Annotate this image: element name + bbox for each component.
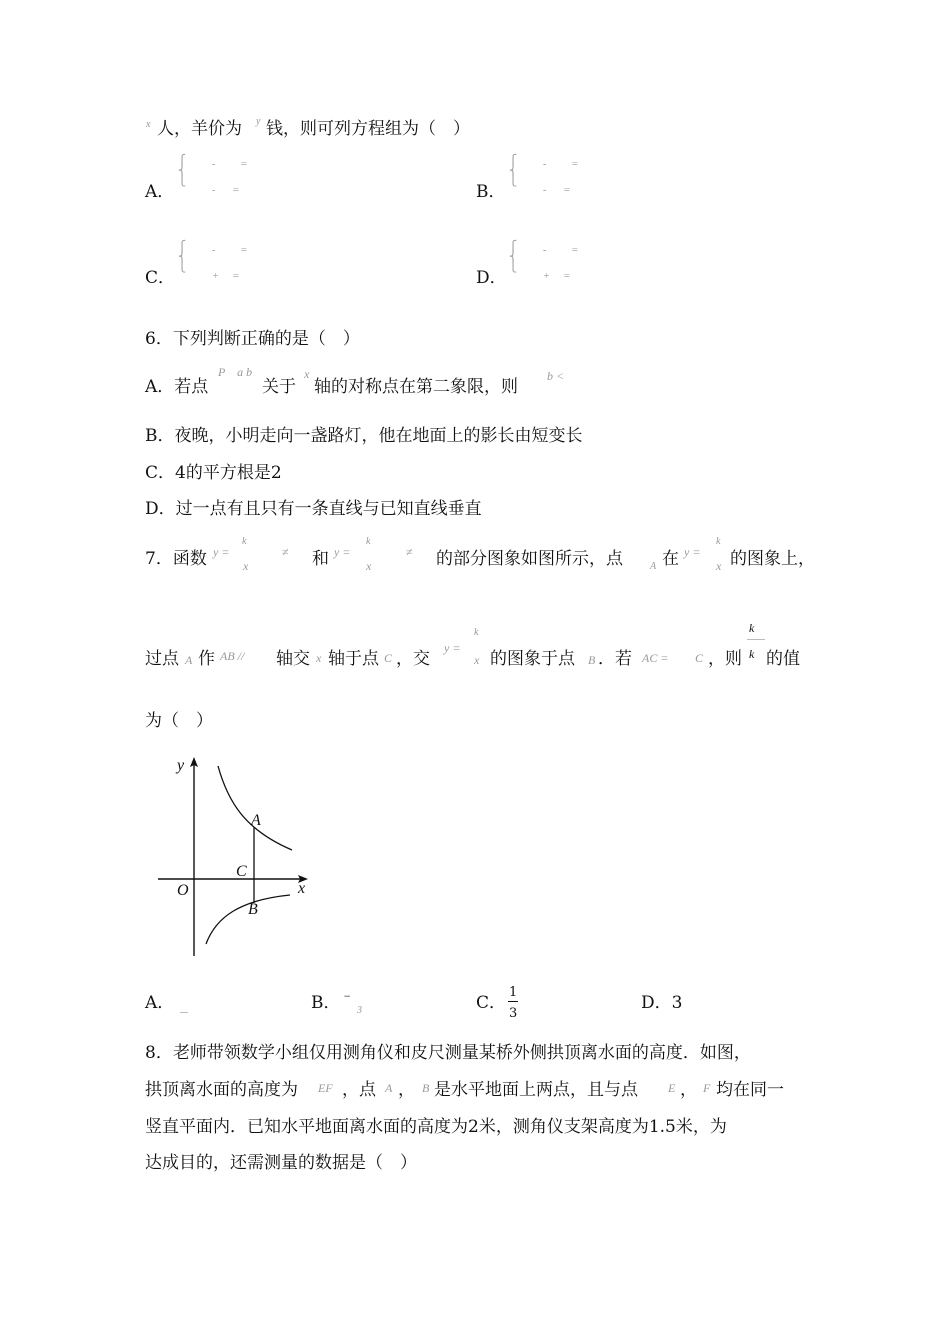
neq-sign: ≠ — [406, 545, 413, 559]
fig-b-label: B — [248, 901, 258, 918]
q5-option-c[interactable]: C． — [145, 268, 176, 288]
plus-sign: + — [543, 271, 550, 282]
q7-line2-e: ，交 — [396, 649, 430, 669]
fn3-x: x — [716, 559, 722, 573]
q5-stem-tail2: 钱，则可列方程组为（ ） — [266, 119, 470, 139]
fn2-lhs: y = — [334, 545, 351, 559]
minus-sign: - — [543, 245, 547, 256]
q8-line1: 8．老师带领数学小组仅用测角仪和皮尺测量某桥外侧拱顶离水面的高度．如图， — [145, 1043, 751, 1063]
option-c-fraction-bar — [508, 1001, 518, 1002]
hyperbola-figure — [150, 752, 320, 962]
q6-option-d[interactable]: D．过一点有且只有一条直线与已知直线垂直 — [145, 499, 482, 519]
q8-line2-e: ， — [680, 1080, 697, 1100]
minus-sign: - — [212, 185, 216, 196]
point-p: P a b — [218, 365, 253, 379]
q8-EF: EF — [318, 1081, 333, 1095]
system-brace: ⎧ ⎨ ⎩ — [509, 240, 518, 273]
q6-option-a-post: 轴的对称点在第二象限，则 — [314, 377, 518, 397]
q7-line2-c: 轴交 — [276, 649, 310, 669]
plus-sign: + — [212, 271, 219, 282]
var-x: x — [146, 119, 151, 130]
ratio-numerator: k — [749, 621, 755, 635]
q8-F: F — [703, 1081, 711, 1095]
fn2-x: x — [366, 559, 372, 573]
q7-line2-d: 轴于点 — [328, 649, 379, 669]
system-brace: ⎧ ⎨ ⎩ — [178, 240, 187, 273]
q8-line2-f: 均在同一 — [716, 1080, 784, 1100]
system-brace: ⎧ ⎨ ⎩ — [178, 154, 187, 187]
system-brace: ⎧ ⎨ ⎩ — [509, 154, 518, 187]
q7-C: C — [384, 651, 393, 665]
q6-option-c[interactable]: C．4的平方根是2 — [145, 463, 282, 483]
q7-fn: y = — [444, 641, 461, 655]
upper-curve — [218, 766, 292, 850]
q8-A: A — [385, 1081, 393, 1095]
equals-sign: = — [571, 158, 579, 170]
minus-sign: - — [212, 245, 216, 256]
fig-y-label: y — [177, 757, 185, 774]
fn1-lhs: y = — [213, 545, 230, 559]
q7-line2-a: 过点 — [145, 649, 179, 669]
equals-sign: = — [240, 158, 248, 170]
x-axis-var: x — [304, 367, 310, 381]
q7-option-d[interactable]: D．3 — [641, 993, 683, 1013]
option-a-fraction-bar — [180, 1012, 188, 1013]
equals-sign: = — [563, 184, 571, 196]
equals-sign: = — [232, 184, 240, 196]
q8-line2-c: ， — [398, 1080, 415, 1100]
q5-stem-tail: 人，羊价为 — [157, 119, 242, 139]
q8-line4: 达成目的，还需测量的数据是（ ） — [145, 1153, 417, 1173]
fn2-k: k — [366, 536, 371, 547]
q5-option-d[interactable]: D． — [476, 268, 507, 288]
equals-sign: = — [571, 244, 579, 256]
option-b-denominator: 3 — [357, 1005, 362, 1016]
q7-A: A — [185, 653, 193, 667]
q8-line2-d: 是水平地面上两点，且与点 — [434, 1080, 638, 1100]
q7-stem-d: 的图象上， — [730, 549, 815, 569]
q7-fn-k: k — [474, 627, 479, 638]
minus-sign: - — [543, 185, 547, 196]
equals-sign: = — [563, 270, 571, 282]
q7-line2-b: 作 — [198, 649, 215, 669]
q7-line2-f: 的图象于点 — [490, 649, 575, 669]
b-condition: b < — [547, 369, 565, 383]
var-y: y — [256, 116, 261, 127]
option-b-minus: − — [343, 989, 352, 1003]
q7-stem-a: 7．函数 — [145, 549, 207, 569]
fn1-x: x — [243, 559, 249, 573]
q6-option-a-mid: 关于 — [262, 377, 296, 397]
option-c-denominator: 3 — [509, 1006, 518, 1021]
neq-sign: ≠ — [282, 545, 289, 559]
ratio-fraction-bar — [747, 639, 765, 640]
fn3-k: k — [716, 536, 721, 547]
q7-option-a[interactable]: A． — [145, 993, 175, 1013]
q8-line2-a: 拱顶离水面的高度为 — [145, 1080, 298, 1100]
ratio-denominator: k — [749, 647, 755, 661]
option-c-numerator: 1 — [509, 985, 518, 1000]
q7-C2: C — [695, 651, 704, 665]
minus-sign: - — [212, 159, 216, 170]
q7-line3: 为（ ） — [145, 711, 213, 731]
q6-option-b[interactable]: B．夜晚，小明走向一盏路灯，他在地面上的影长由短变长 — [145, 426, 583, 446]
q7-option-b[interactable]: B． — [311, 993, 341, 1013]
q7-ac-cond: AC = — [642, 651, 669, 665]
q7-ab-parallel: AB // — [220, 649, 245, 663]
q7-line2-i: 的值 — [766, 649, 800, 669]
q7-option-c[interactable]: C． — [476, 993, 507, 1013]
q8-line3: 竖直平面内．已知水平地面离水面的高度为2米，测角仪支架高度为1.5米，为 — [145, 1117, 727, 1137]
minus-sign: - — [543, 159, 547, 170]
q8-B: B — [422, 1081, 430, 1095]
q7-stem-c: 在 — [662, 549, 679, 569]
equals-sign: = — [232, 270, 240, 282]
fn1-k: k — [242, 536, 247, 547]
q8-E: E — [668, 1081, 676, 1095]
fig-o-label: O — [177, 882, 189, 899]
q6-stem: 6．下列判断正确的是（ ） — [145, 329, 360, 349]
q7-fn-x: x — [474, 653, 480, 667]
q7-B: B — [588, 653, 596, 667]
q7-and: 和 — [312, 549, 329, 569]
q5-option-b[interactable]: B． — [476, 182, 506, 202]
fn3-lhs: y = — [684, 545, 701, 559]
fig-a-label: A — [251, 812, 261, 829]
point-a-label: A — [650, 561, 657, 572]
q7-line2-h: ，则 — [708, 649, 742, 669]
q5-option-a[interactable]: A． — [145, 182, 175, 202]
q8-line2-b: ，点 — [342, 1080, 376, 1100]
fig-c-label: C — [236, 863, 247, 880]
q7-line2-g: ．若 — [598, 649, 632, 669]
q7-stem-b: 的部分图象如图所示，点 — [436, 549, 623, 569]
fig-x-label: x — [298, 880, 306, 897]
q6-option-a-pre[interactable]: A．若点 — [145, 377, 209, 397]
q7-x: x — [316, 651, 322, 665]
equals-sign: = — [240, 244, 248, 256]
